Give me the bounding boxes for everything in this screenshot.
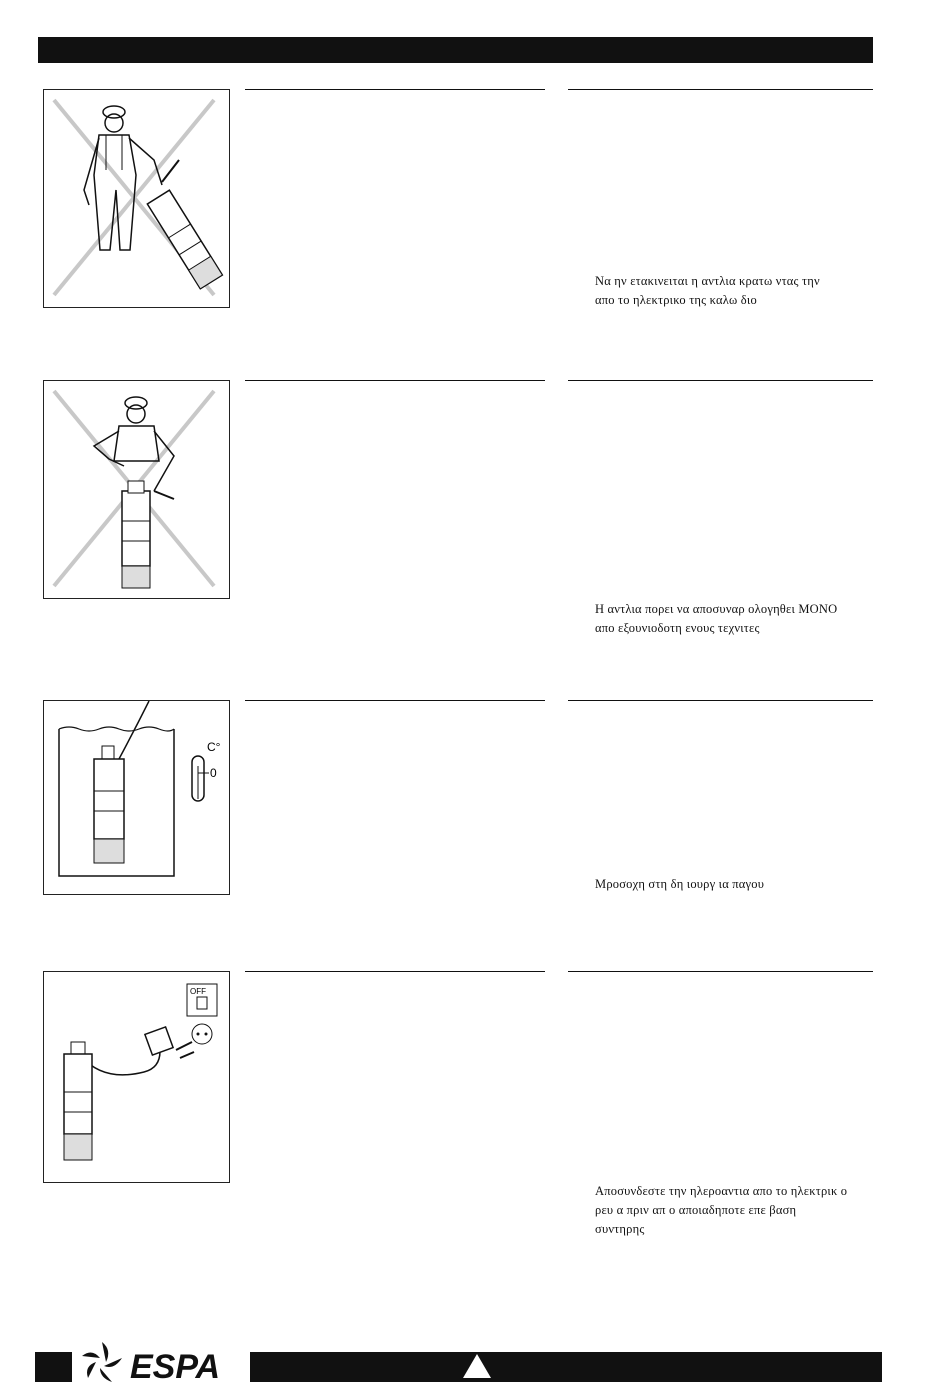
plug-icon: [145, 1027, 173, 1055]
rule-panel-4-left: [245, 971, 545, 972]
socket-icon: [192, 1024, 212, 1044]
caption-line: συντηρης: [595, 1222, 645, 1236]
thermometer-zero: 0: [210, 766, 217, 780]
rule-panel-1-left: [245, 89, 545, 90]
footer-bar-left: [35, 1352, 72, 1382]
footer-bar-right: [250, 1352, 882, 1382]
brand-name: ESPA: [130, 1348, 221, 1386]
caption-line: Η αντλια πορει να αποσυναρ ολογηθει ΜΟΝΟ: [595, 602, 838, 616]
rule-panel-1-right: [568, 89, 873, 90]
caption-panel-3: [595, 875, 880, 894]
caption-line: απο εξουνιοδοτη ενους τεχνιτες: [595, 621, 760, 635]
crossed-out-disassembly-icon: [44, 381, 229, 598]
rule-panel-3-left: [245, 700, 545, 701]
warning-triangle-icon: [462, 1353, 492, 1379]
caption-panel-2: [595, 600, 880, 638]
caption-line: απο το ηλεκτρικο της καλω διο: [595, 293, 757, 307]
switch-label: OFF: [190, 987, 206, 996]
espa-logo-icon: [80, 1336, 245, 1392]
rule-panel-4-right: [568, 971, 873, 972]
rule-panel-2-left: [245, 380, 545, 381]
caption-line: Να ην ετακινειται η αντλια κρατω ντας την: [595, 274, 820, 288]
crossed-out-pump-carry-icon: [44, 90, 229, 307]
illustration-pump-carried-by-cable: [43, 89, 230, 308]
pump-in-water-icon: [44, 701, 229, 894]
caption-panel-4: [595, 1182, 880, 1239]
unplug-before-maintenance-icon: [44, 972, 229, 1182]
header-bar: [38, 37, 873, 63]
caption-line: ρευ α πριν απ ο αποιαδηποτε επε βαση: [595, 1203, 797, 1217]
espa-logo: [80, 1336, 245, 1392]
illustration-pump-disassembly: [43, 380, 230, 599]
rule-panel-3-right: [568, 700, 873, 701]
caption-panel-1: [595, 272, 880, 310]
thermometer-unit: C°: [207, 740, 221, 754]
rule-panel-2-right: [568, 380, 873, 381]
caption-line: Αποσυνδεστε την ηλεροαντια απο το ηλεκτρικ ο: [595, 1184, 848, 1198]
illustration-pump-unplugged: [43, 971, 230, 1183]
caption-line: Μροσοχη στη δη ιουργ ια παγου: [595, 877, 765, 891]
illustration-pump-in-freezing-water: [43, 700, 230, 895]
